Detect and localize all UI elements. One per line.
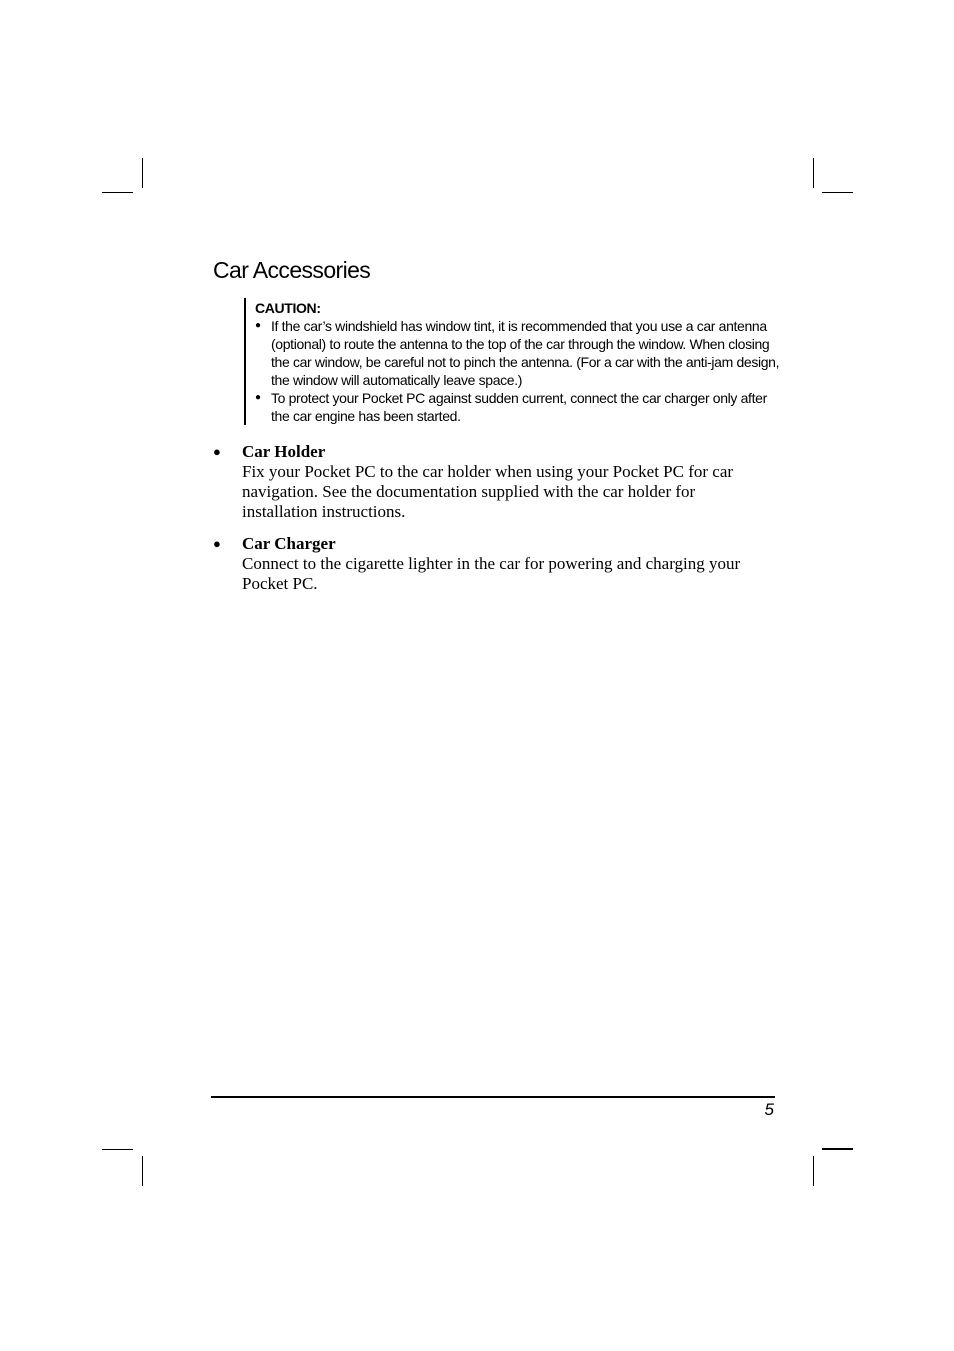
footer-rule: [211, 1096, 775, 1098]
crop-mark-bottom-left-h: [102, 1149, 133, 1150]
crop-mark-top-left-h: [102, 192, 133, 193]
bullet-icon: ●: [213, 536, 221, 551]
caution-item: [255, 317, 787, 389]
caution-box: [244, 298, 787, 425]
section-heading: Car Accessories: [213, 257, 371, 283]
accessory-description: Fix your Pocket PC to the car holder when using your Pocket PC for car navigation. See the documentation supplied with the car holder for installation instructions.: [242, 462, 734, 521]
caution-item-text: To protect your Pocket PC against sudden current, connect the car charger only after the car engine has been started.: [271, 390, 767, 424]
accessory-car-holder: [213, 442, 773, 522]
bullet-icon: ●: [255, 320, 261, 331]
accessory-description: Connect to the cigarette lighter in the car for powering and charging your Pocket PC.: [242, 554, 741, 593]
crop-mark-top-right-h: [822, 192, 853, 193]
caution-item-text: If the car’s windshield has window tint, it is recommended that you use a car antenna (optional) to route the antenna to the top of the car through the window. When closing the car window, be careful not to pinch the antenna. (For a car with the anti-jam design, the window will automatically leave space.): [271, 318, 780, 388]
accessory-car-charger: [213, 534, 773, 594]
bullet-icon: ●: [255, 392, 261, 403]
caution-item: [255, 389, 787, 425]
crop-mark-bottom-right-v: [813, 1156, 814, 1186]
caution-title: CAUTION:: [255, 300, 321, 316]
crop-mark-top-left-v: [142, 158, 143, 188]
caution-list: [255, 317, 787, 425]
bullet-icon: ●: [213, 444, 221, 459]
crop-mark-bottom-left-v: [142, 1156, 143, 1186]
accessory-title: Car Charger: [242, 534, 336, 553]
accessory-title: Car Holder: [242, 442, 326, 461]
accessory-list: [213, 442, 773, 606]
page-number: 5: [764, 1100, 774, 1119]
crop-mark-top-right-v: [813, 158, 814, 188]
crop-mark-bottom-right-h: [822, 1148, 853, 1150]
